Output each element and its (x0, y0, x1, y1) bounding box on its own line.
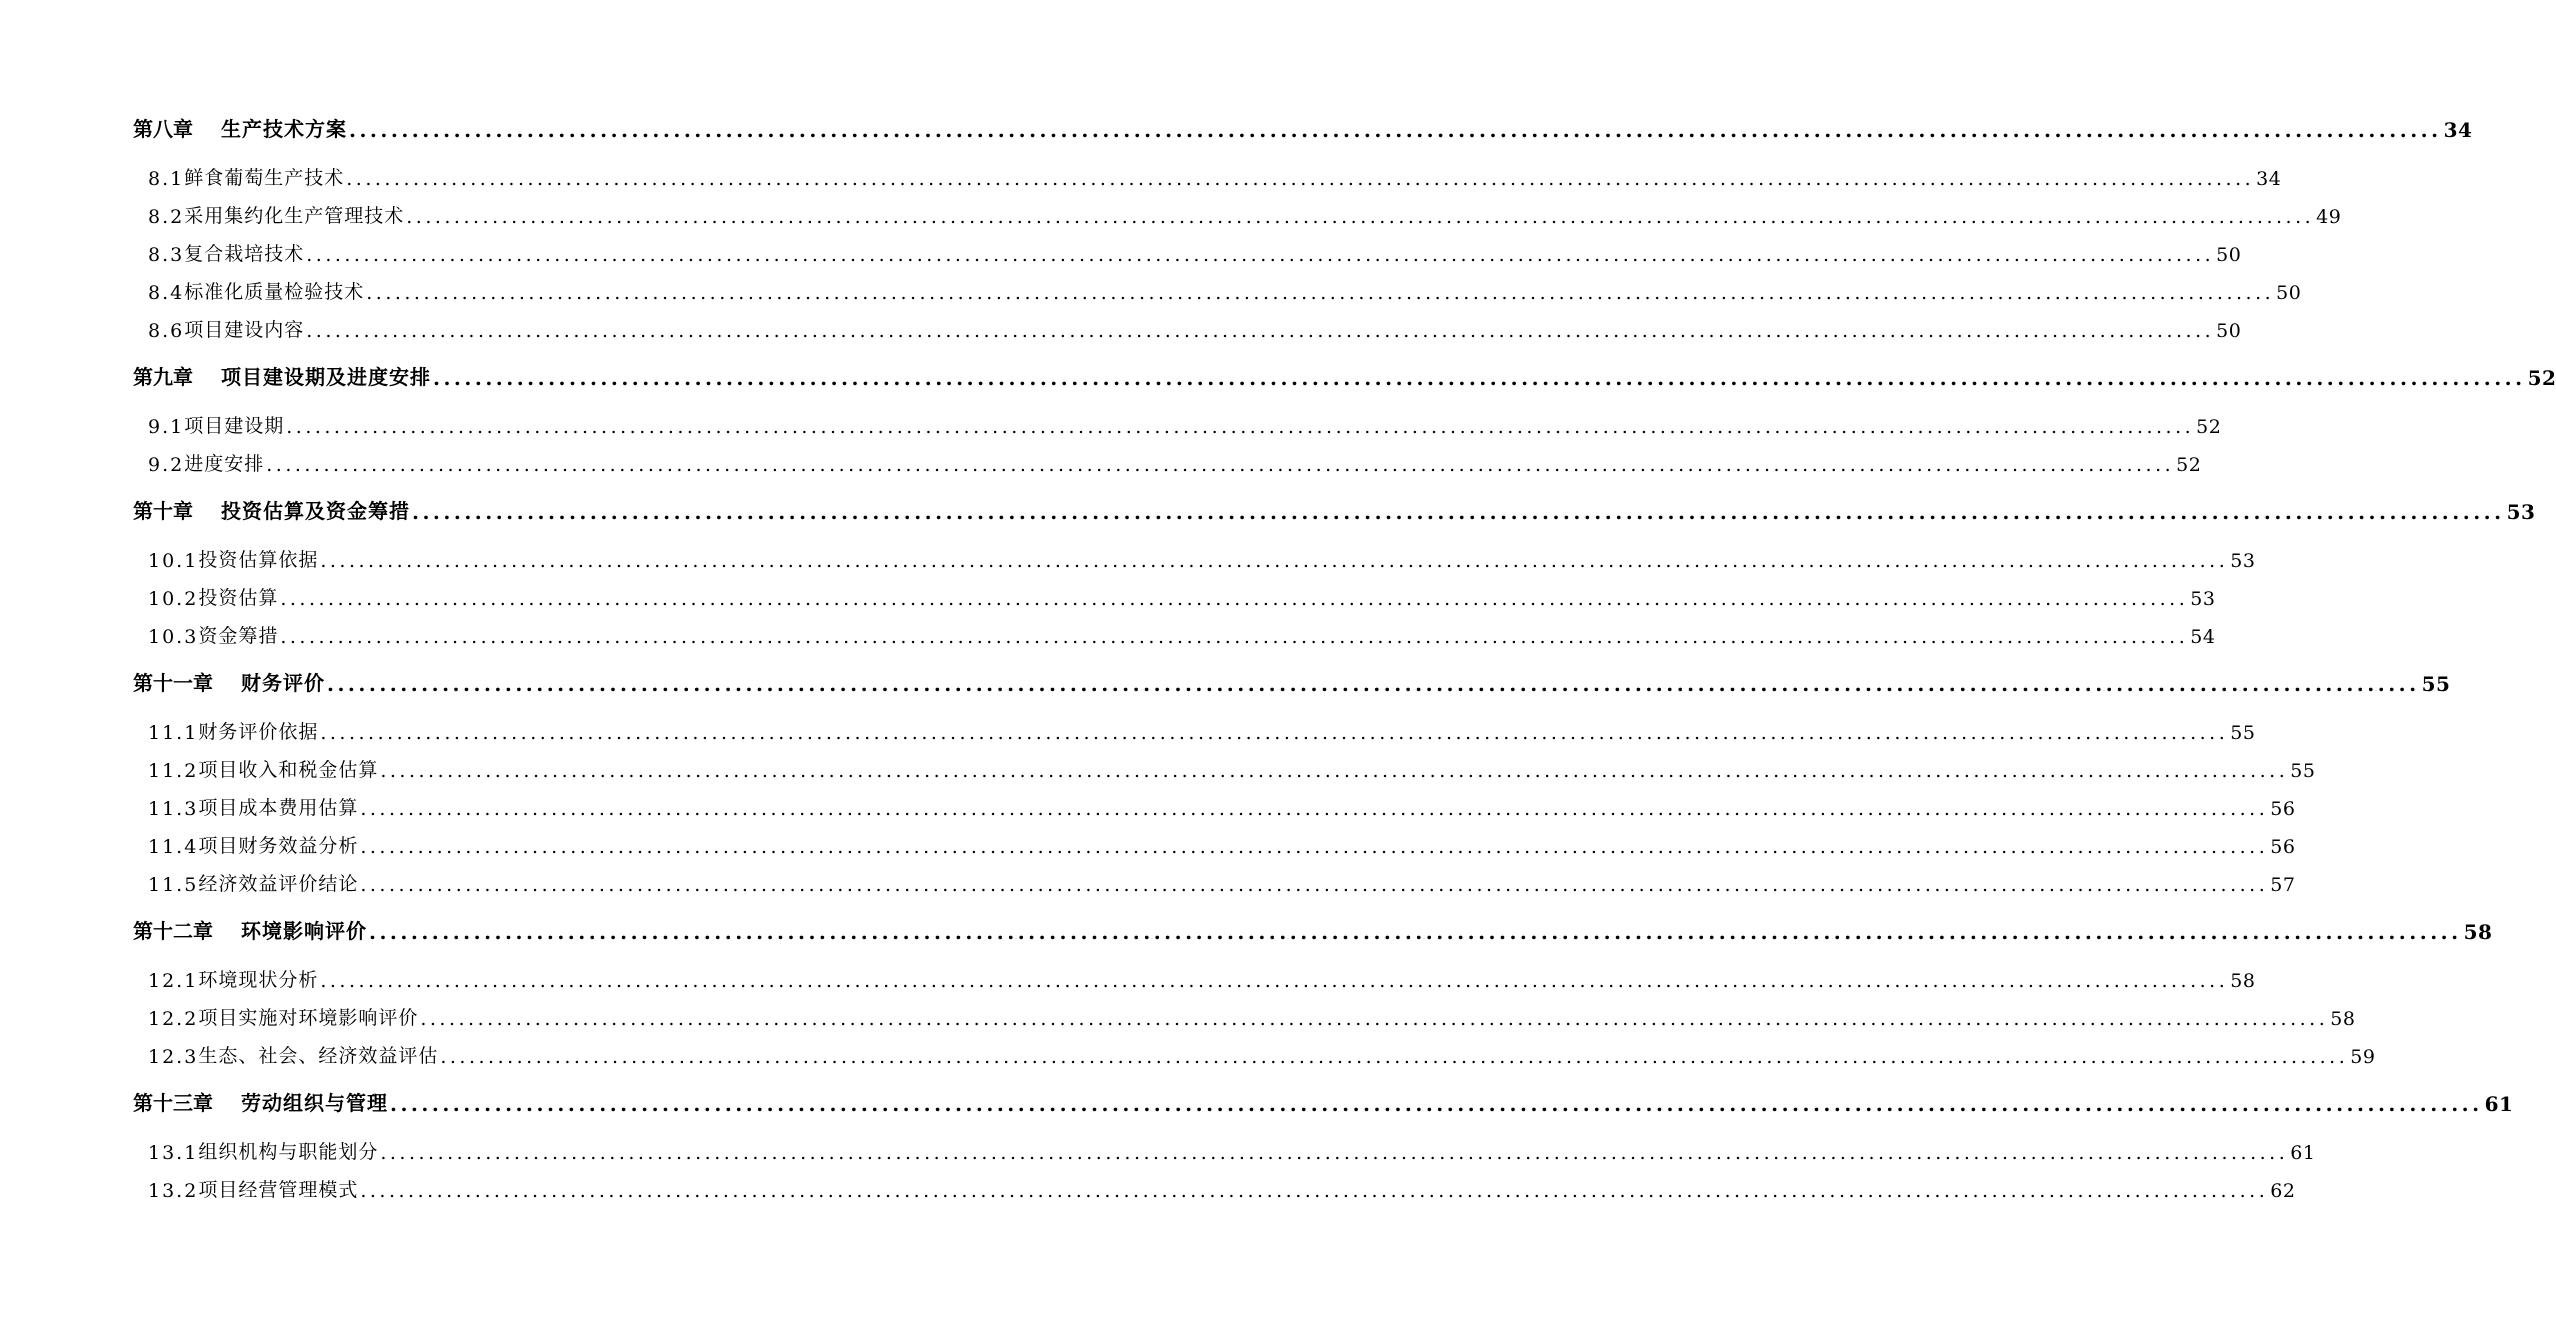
toc-page-number: 54 (2190, 626, 2216, 648)
toc-entry-number: 8.2 (148, 206, 185, 228)
toc-leader-dots: ........................................................................................................................................................................................................ (412, 500, 2505, 524)
toc-section-entry[interactable] (148, 408, 2222, 438)
toc-leader-dots: ........................................................................................................................................................................................................ (380, 1142, 2289, 1164)
toc-entry-title: 资金筹措 (198, 625, 279, 647)
toc-entry-title: 项目实施对环境影响评价 (198, 1007, 419, 1029)
toc-entry-title: 投资估算 (198, 587, 279, 609)
toc-entry-title: 项目建设内容 (184, 319, 305, 341)
toc-page-number: 50 (2216, 244, 2242, 266)
toc-entry-title: 财务评价依据 (198, 721, 319, 743)
toc-entry-title: 标准化质量检验技术 (184, 281, 365, 303)
toc-page-number: 53 (2190, 588, 2216, 610)
toc-page-number: 34 (2256, 168, 2282, 190)
toc-page-number: 50 (2276, 282, 2302, 304)
toc-section-entry[interactable] (148, 866, 2296, 896)
toc-entry-title: 生态、社会、经济效益评估 (198, 1045, 439, 1067)
toc-entry-title: 财务评价 (241, 671, 325, 695)
toc-section-entry[interactable] (148, 580, 2216, 610)
toc-entry-title: 投资估算依据 (198, 549, 319, 571)
toc-page-number: 58 (2463, 920, 2493, 944)
toc-entry-title: 环境影响评价 (241, 919, 367, 943)
toc-entry-title: 项目建设期 (184, 415, 285, 437)
toc-leader-dots: ........................................................................................................................................................................................................ (286, 416, 2195, 438)
toc-page-number: 55 (2230, 722, 2256, 744)
toc-chapter-entry[interactable] (133, 914, 2493, 944)
toc-page-number: 52 (2176, 454, 2202, 476)
toc-leader-dots: ........................................................................................................................................................................................................ (433, 366, 2526, 390)
toc-leader-dots: ........................................................................................................................................................................................................ (366, 282, 2275, 304)
toc-section-entry[interactable] (148, 618, 2216, 648)
toc-entry-title: 复合栽培技术 (184, 243, 305, 265)
toc-entry-number: 第九章 (133, 365, 193, 389)
toc-page-number: 61 (2484, 1092, 2514, 1116)
toc-section-entry[interactable] (148, 446, 2202, 476)
toc-chapter-entry[interactable] (133, 360, 2556, 390)
toc-leader-dots: ........................................................................................................................................................................................................ (420, 1008, 2329, 1030)
toc-leader-dots: ........................................................................................................................................................................................................ (280, 588, 2189, 610)
toc-chapter-entry[interactable] (133, 1086, 2514, 1116)
toc-section-entry[interactable] (148, 274, 2302, 304)
toc-entry-number: 11.4 (148, 836, 199, 858)
toc-page-number: 62 (2270, 1180, 2296, 1202)
toc-section-entry[interactable] (148, 312, 2242, 342)
toc-entry-number: 11.1 (148, 722, 199, 744)
toc-leader-dots: ........................................................................................................................................................................................................ (266, 454, 2175, 476)
toc-entry-title: 鲜食葡萄生产技术 (184, 167, 345, 189)
toc-section-entry[interactable] (148, 542, 2256, 572)
toc-page-number: 56 (2270, 798, 2296, 820)
toc-leader-dots: ........................................................................................................................................................................................................ (320, 550, 2229, 572)
toc-section-entry[interactable] (148, 1000, 2356, 1030)
toc-section-entry[interactable] (148, 1038, 2376, 1068)
toc-entry-number: 10.3 (148, 626, 199, 648)
toc-leader-dots: ........................................................................................................................................................................................................ (327, 672, 2420, 696)
toc-leader-dots: ........................................................................................................................................................................................................ (369, 920, 2462, 944)
toc-entry-title: 组织机构与职能划分 (198, 1141, 379, 1163)
toc-entry-title: 生产技术方案 (221, 117, 347, 141)
toc-leader-dots: ........................................................................................................................................................................................................ (306, 244, 2215, 266)
toc-section-entry[interactable] (148, 236, 2242, 266)
toc-entry-number: 13.2 (148, 1180, 199, 1202)
toc-leader-dots: ........................................................................................................................................................................................................ (440, 1046, 2349, 1068)
toc-leader-dots: ........................................................................................................................................................................................................ (320, 970, 2229, 992)
toc-leader-dots: ........................................................................................................................................................................................................ (349, 118, 2442, 142)
toc-page-number: 58 (2230, 970, 2256, 992)
toc-entry-number: 第十二章 (133, 919, 213, 943)
toc-entry-title: 采用集约化生产管理技术 (184, 205, 405, 227)
toc-chapter-entry[interactable] (133, 494, 2536, 524)
toc-leader-dots: ........................................................................................................................................................................................................ (360, 836, 2269, 858)
toc-entry-number: 8.3 (148, 244, 185, 266)
toc-entry-title: 进度安排 (184, 453, 265, 475)
toc-entry-title: 项目财务效益分析 (198, 835, 359, 857)
toc-leader-dots: ........................................................................................................................................................................................................ (380, 760, 2289, 782)
toc-entry-number: 10.2 (148, 588, 199, 610)
toc-entry-number: 9.1 (148, 416, 185, 438)
toc-section-entry[interactable] (148, 828, 2296, 858)
toc-page-number: 59 (2350, 1046, 2376, 1068)
toc-page-number: 50 (2216, 320, 2242, 342)
toc-page-number: 56 (2270, 836, 2296, 858)
toc-entry-number: 8.4 (148, 282, 185, 304)
toc-section-entry[interactable] (148, 962, 2256, 992)
toc-section-entry[interactable] (148, 1172, 2296, 1202)
toc-section-entry[interactable] (148, 752, 2316, 782)
toc-entry-title: 投资估算及资金筹措 (221, 499, 410, 523)
toc-page-number: 57 (2270, 874, 2296, 896)
toc-entry-number: 第八章 (133, 117, 193, 141)
toc-leader-dots: ........................................................................................................................................................................................................ (406, 206, 2315, 228)
toc-entry-title: 经济效益评价结论 (198, 873, 359, 895)
toc-entry-number: 12.1 (148, 970, 199, 992)
toc-leader-dots: ........................................................................................................................................................................................................ (360, 874, 2269, 896)
toc-entry-title: 劳动组织与管理 (241, 1091, 388, 1115)
toc-entry-number: 8.6 (148, 320, 185, 342)
toc-entry-title: 项目建设期及进度安排 (221, 365, 431, 389)
toc-entry-title: 项目成本费用估算 (198, 797, 359, 819)
toc-page-number: 61 (2290, 1142, 2316, 1164)
toc-section-entry[interactable] (148, 714, 2256, 744)
toc-entry-number: 13.1 (148, 1142, 199, 1164)
toc-leader-dots: ........................................................................................................................................................................................................ (346, 168, 2255, 190)
toc-page-number: 55 (2290, 760, 2316, 782)
toc-entry-number: 12.2 (148, 1008, 199, 1030)
toc-leader-dots: ........................................................................................................................................................................................................ (360, 1180, 2269, 1202)
toc-section-entry[interactable] (148, 160, 2282, 190)
toc-leader-dots: ........................................................................................................................................................................................................ (306, 320, 2215, 342)
toc-entry-number: 12.3 (148, 1046, 199, 1068)
toc-page-number: 58 (2330, 1008, 2356, 1030)
toc-leader-dots: ........................................................................................................................................................................................................ (320, 722, 2229, 744)
toc-entry-title: 项目经营管理模式 (198, 1179, 359, 1201)
toc-entry-number: 8.1 (148, 168, 185, 190)
toc-chapter-entry[interactable] (133, 112, 2473, 142)
toc-leader-dots: ........................................................................................................................................................................................................ (390, 1092, 2483, 1116)
toc-entry-number: 第十三章 (133, 1091, 213, 1115)
toc-entry-number: 11.2 (148, 760, 199, 782)
toc-entry-number: 第十章 (133, 499, 193, 523)
toc-entry-number: 9.2 (148, 454, 185, 476)
toc-entry-number: 11.3 (148, 798, 199, 820)
toc-entry-number: 11.5 (148, 874, 199, 896)
toc-page-number: 55 (2421, 672, 2451, 696)
toc-leader-dots: ........................................................................................................................................................................................................ (280, 626, 2189, 648)
toc-page-number: 52 (2196, 416, 2222, 438)
toc-section-entry[interactable] (148, 790, 2296, 820)
toc-page-number: 53 (2506, 500, 2536, 524)
toc-leader-dots: ........................................................................................................................................................................................................ (360, 798, 2269, 820)
toc-section-entry[interactable] (148, 1134, 2316, 1164)
toc-entry-number: 第十一章 (133, 671, 213, 695)
toc-page-number: 34 (2443, 118, 2473, 142)
toc-section-entry[interactable] (148, 198, 2342, 228)
toc-entry-title: 环境现状分析 (198, 969, 319, 991)
toc-page-number: 49 (2316, 206, 2342, 228)
toc-page-number: 52 (2527, 366, 2556, 390)
toc-entry-number: 10.1 (148, 550, 199, 572)
toc-page-number: 53 (2230, 550, 2256, 572)
toc-chapter-entry[interactable] (133, 666, 2451, 696)
toc-entry-title: 项目收入和税金估算 (198, 759, 379, 781)
